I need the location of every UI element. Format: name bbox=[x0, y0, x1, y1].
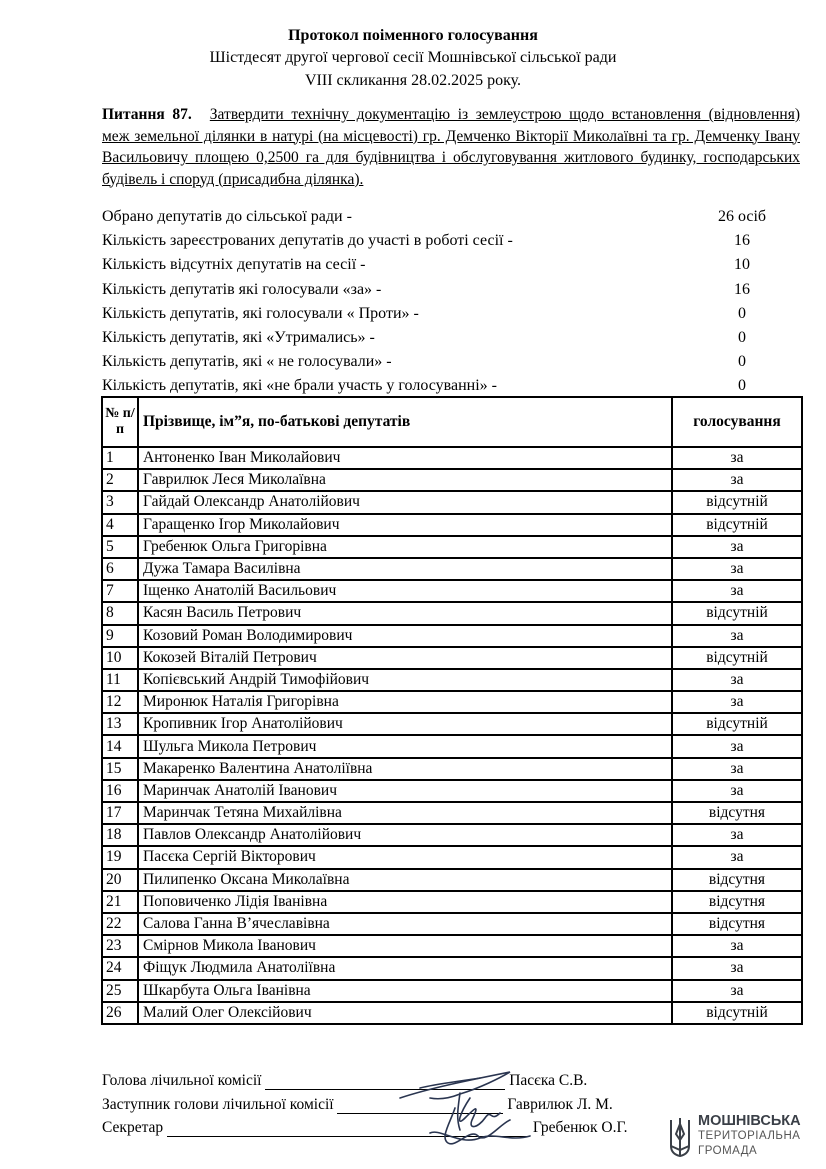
cell-number: 25 bbox=[102, 980, 138, 1002]
table-row bbox=[102, 558, 802, 580]
cell-vote: відсутній bbox=[672, 713, 802, 735]
table-row bbox=[102, 802, 802, 824]
signature-name: Гаврилюк Л. М. bbox=[507, 1096, 613, 1113]
table-row bbox=[102, 1002, 802, 1024]
cell-name: Кропивник Ігор Анатолійович bbox=[138, 713, 672, 735]
cell-number: 3 bbox=[102, 491, 138, 513]
cell-vote: за bbox=[672, 536, 802, 558]
table-row bbox=[102, 846, 802, 868]
stat-label: Кількість депутатів, які голосували « Проти» - bbox=[102, 304, 419, 322]
cell-vote: за bbox=[672, 780, 802, 802]
cell-name: Кокозей Віталій Петрович bbox=[138, 647, 672, 669]
question-block bbox=[102, 104, 800, 190]
cell-name: Копієвський Андрій Тимофійович bbox=[138, 669, 672, 691]
cell-vote: за bbox=[672, 580, 802, 602]
cell-name: Пасєка Сергій Вікторович bbox=[138, 846, 672, 868]
header-name: Прізвище, ім”я, по-батькові депутатів bbox=[138, 397, 672, 447]
cell-number: 21 bbox=[102, 891, 138, 913]
signature-name: Гребенюк О.Г. bbox=[532, 1119, 628, 1136]
cell-name: Салова Ганна В’ячеславівна bbox=[138, 913, 672, 935]
table-row bbox=[102, 713, 802, 735]
cell-number: 20 bbox=[102, 869, 138, 891]
document-title: Протокол поіменного голосування bbox=[288, 27, 538, 44]
cell-vote: за bbox=[672, 935, 802, 957]
stat-row bbox=[102, 305, 762, 329]
cell-number: 6 bbox=[102, 558, 138, 580]
cell-name: Макаренко Валентина Анатоліївна bbox=[138, 758, 672, 780]
cell-vote: відсутній bbox=[672, 514, 802, 536]
community-logo bbox=[668, 1114, 808, 1162]
cell-name: Антоненко Іван Миколайович bbox=[138, 447, 672, 469]
table-row bbox=[102, 957, 802, 979]
stat-value: 10 bbox=[734, 256, 750, 274]
cell-vote: за bbox=[672, 735, 802, 757]
trident-icon bbox=[668, 1116, 692, 1160]
table-row bbox=[102, 580, 802, 602]
cell-name: Шульга Микола Петрович bbox=[138, 735, 672, 757]
table-row bbox=[102, 824, 802, 846]
cell-vote: за bbox=[672, 691, 802, 713]
cell-name: Павлов Олександр Анатолійович bbox=[138, 824, 672, 846]
cell-vote: відсутній bbox=[672, 647, 802, 669]
handwritten-signatures bbox=[360, 1058, 560, 1158]
cell-name: Фіщук Людмила Анатоліївна bbox=[138, 957, 672, 979]
stat-row bbox=[102, 329, 762, 353]
cell-vote: за bbox=[672, 669, 802, 691]
table-body bbox=[102, 447, 802, 1024]
stat-label: Кількість депутатів, які «не брали участь у голосуванні» - bbox=[102, 377, 497, 395]
cell-name: Гаращенко Ігор Миколайович bbox=[138, 514, 672, 536]
signature-role: Голова лічильної комісії bbox=[102, 1072, 262, 1089]
cell-number: 16 bbox=[102, 780, 138, 802]
cell-name: Миронюк Наталія Григорівна bbox=[138, 691, 672, 713]
cell-vote: відсутній bbox=[672, 1002, 802, 1024]
question-text: Затвердити технічну документацію із землеустрою щодо встановлення (відновлення) меж земельної ділянки в натурі (на місцевості) гр. Демченко Вікторії Миколаївні та гр. Демченку Івану Васильовичу площею 0,2500 га для будівництва і обслуговування житлового будинку, господарських будівель і споруд (присадибна ділянка). bbox=[102, 106, 800, 188]
cell-vote: відсутній bbox=[672, 491, 802, 513]
cell-number: 13 bbox=[102, 713, 138, 735]
cell-vote: відсутня bbox=[672, 891, 802, 913]
stat-label: Кількість відсутніх депутатів на сесії - bbox=[102, 256, 366, 274]
table-row bbox=[102, 913, 802, 935]
cell-number: 9 bbox=[102, 625, 138, 647]
logo-line-2: ТЕРИТОРІАЛЬНА bbox=[698, 1130, 801, 1142]
cell-number: 15 bbox=[102, 758, 138, 780]
logo-line-1: МОШНІВСЬКА bbox=[698, 1113, 801, 1129]
cell-vote: за bbox=[672, 980, 802, 1002]
signature-role: Секретар bbox=[102, 1119, 164, 1136]
stat-value: 16 bbox=[734, 232, 750, 250]
cell-number: 18 bbox=[102, 824, 138, 846]
table-row bbox=[102, 758, 802, 780]
logo-line-3: ГРОМАДА bbox=[698, 1145, 758, 1157]
cell-number: 2 bbox=[102, 469, 138, 491]
table-row bbox=[102, 536, 802, 558]
cell-number: 1 bbox=[102, 447, 138, 469]
stat-value: 26 осіб bbox=[717, 208, 767, 225]
cell-vote: за bbox=[672, 625, 802, 647]
cell-name: Поповиченко Лідія Іванівна bbox=[138, 891, 672, 913]
signature-role: Заступник голови лічильної комісії bbox=[102, 1096, 334, 1113]
table-row bbox=[102, 869, 802, 891]
table-row bbox=[102, 691, 802, 713]
cell-vote: відсутній bbox=[672, 602, 802, 624]
table-row bbox=[102, 735, 802, 757]
cell-name: Смірнов Микола Іванович bbox=[138, 935, 672, 957]
stat-value: 0 bbox=[738, 304, 746, 322]
cell-number: 10 bbox=[102, 647, 138, 669]
cell-name: Гаврилюк Леся Миколаївна bbox=[138, 469, 672, 491]
stat-label: Кількість депутатів які голосували «за» - bbox=[102, 280, 382, 298]
cell-vote: за bbox=[672, 824, 802, 846]
cell-name: Касян Василь Петрович bbox=[138, 602, 672, 624]
table-row bbox=[102, 514, 802, 536]
stat-row bbox=[102, 281, 762, 305]
table-row bbox=[102, 602, 802, 624]
cell-name: Дужа Тамара Василівна bbox=[138, 558, 672, 580]
cell-number: 7 bbox=[102, 580, 138, 602]
table-row bbox=[102, 669, 802, 691]
table-row bbox=[102, 491, 802, 513]
cell-number: 17 bbox=[102, 802, 138, 824]
cell-name: Іщенко Анатолій Васильович bbox=[138, 580, 672, 602]
cell-name: Маринчак Анатолій Іванович bbox=[138, 780, 672, 802]
cell-number: 4 bbox=[102, 514, 138, 536]
stat-row bbox=[102, 232, 762, 256]
cell-vote: за bbox=[672, 957, 802, 979]
cell-number: 19 bbox=[102, 846, 138, 868]
cell-vote: за bbox=[672, 558, 802, 580]
table-row bbox=[102, 980, 802, 1002]
votes-table bbox=[101, 396, 803, 1025]
cell-name: Малий Олег Олексійович bbox=[138, 1002, 672, 1024]
cell-name: Гребенюк Ольга Григорівна bbox=[138, 536, 672, 558]
cell-name: Маринчак Тетяна Михайлівна bbox=[138, 802, 672, 824]
cell-vote: за bbox=[672, 469, 802, 491]
stat-value: 16 bbox=[734, 280, 750, 298]
stat-row bbox=[102, 353, 762, 377]
table-row bbox=[102, 935, 802, 957]
question-number: Питання 87. bbox=[102, 106, 192, 123]
cell-vote: за bbox=[672, 846, 802, 868]
stat-label: Кількість депутатів, які «Утримались» - bbox=[102, 329, 375, 346]
cell-name: Шкарбута Ольга Іванівна bbox=[138, 980, 672, 1002]
session-line: Шістдесят другої чергової сесії Мошнівської сільської ради bbox=[209, 49, 617, 66]
stat-label: Обрано депутатів до сільської ради - bbox=[102, 208, 352, 225]
stat-label: Кількість депутатів, які « не голосували» - bbox=[102, 353, 392, 371]
signature-name: Пасєка С.В. bbox=[509, 1072, 588, 1089]
table-header-row bbox=[102, 397, 802, 447]
logo-text bbox=[698, 1114, 801, 1159]
cell-vote: за bbox=[672, 758, 802, 780]
header-vote: голосування bbox=[672, 397, 802, 447]
stat-value: 0 bbox=[738, 353, 746, 371]
cell-name: Козовий Роман Володимирович bbox=[138, 625, 672, 647]
cell-vote: відсутня bbox=[672, 913, 802, 935]
convocation-date-line: VIII скликання 28.02.2025 року. bbox=[304, 72, 522, 89]
table-row bbox=[102, 647, 802, 669]
header-number: № п/п bbox=[102, 397, 138, 447]
stat-value: 0 bbox=[738, 377, 746, 395]
table-row bbox=[102, 891, 802, 913]
table-row bbox=[102, 469, 802, 491]
cell-vote: відсутня bbox=[672, 869, 802, 891]
cell-vote: за bbox=[672, 447, 802, 469]
cell-name: Гайдай Олександр Анатолійович bbox=[138, 491, 672, 513]
cell-number: 8 bbox=[102, 602, 138, 624]
cell-number: 24 bbox=[102, 957, 138, 979]
stat-label: Кількість зареєстрованих депутатів до участі в роботі сесії - bbox=[102, 232, 513, 250]
cell-number: 11 bbox=[102, 669, 138, 691]
stat-row bbox=[102, 208, 767, 232]
table-row bbox=[102, 625, 802, 647]
cell-number: 22 bbox=[102, 913, 138, 935]
cell-number: 23 bbox=[102, 935, 138, 957]
cell-name: Пилипенко Оксана Миколаївна bbox=[138, 869, 672, 891]
cell-number: 5 bbox=[102, 536, 138, 558]
cell-number: 14 bbox=[102, 735, 138, 757]
table-row bbox=[102, 447, 802, 469]
stat-value: 0 bbox=[738, 329, 746, 346]
cell-vote: відсутня bbox=[672, 802, 802, 824]
stat-row bbox=[102, 256, 762, 280]
table-row bbox=[102, 780, 802, 802]
cell-number: 12 bbox=[102, 691, 138, 713]
cell-number: 26 bbox=[102, 1002, 138, 1024]
